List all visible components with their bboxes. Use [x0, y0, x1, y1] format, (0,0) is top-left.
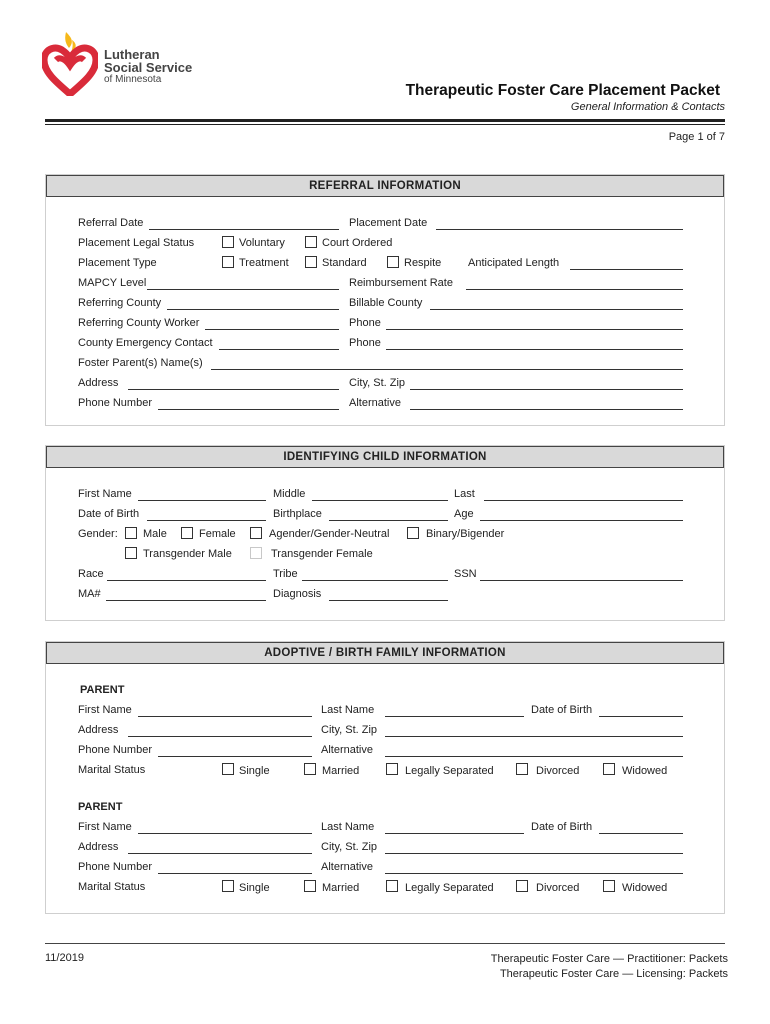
billable-county-label: Billable County [349, 297, 423, 309]
placement-type-label: Placement Type [78, 257, 157, 269]
parent1-first-name-label: First Name [78, 704, 132, 716]
org-name [104, 48, 192, 85]
parent2-separated-checkbox[interactable] [386, 880, 398, 892]
parent2-alternative-label: Alternative [321, 861, 373, 873]
child-dob-label: Date of Birth [78, 508, 140, 520]
county-worker-field[interactable] [205, 329, 339, 330]
parent2-heading: PARENT [78, 801, 123, 813]
respite-checkbox[interactable] [387, 256, 399, 268]
parent1-city-field[interactable] [385, 736, 683, 737]
org-line1: Lutheran [104, 47, 160, 62]
court-ordered-checkbox[interactable] [305, 236, 317, 248]
child-first-name-label: First Name [78, 488, 132, 500]
trans-male-checkbox[interactable] [125, 547, 137, 559]
voluntary-checkbox[interactable] [222, 236, 234, 248]
parent2-address-field[interactable] [128, 853, 312, 854]
placement-date-label: Placement Date [349, 217, 428, 229]
gender-label: Gender: [78, 528, 118, 540]
male-label: Male [143, 528, 167, 540]
ma-field[interactable] [106, 600, 266, 601]
parent2-city-label: City, St. Zip [321, 841, 378, 853]
diagnosis-field[interactable] [329, 600, 448, 601]
parent1-dob-label: Date of Birth [531, 704, 593, 716]
female-checkbox[interactable] [181, 527, 193, 539]
phone-number-field[interactable] [158, 409, 339, 410]
document-title: Therapeutic Foster Care Placement Packet [405, 82, 720, 99]
lss-logo [42, 30, 202, 96]
referral-header: REFERRAL INFORMATION [46, 175, 724, 197]
anticipated-length-field[interactable] [570, 269, 683, 270]
parent1-address-label: Address [78, 724, 119, 736]
parent1-marital-label: Marital Status [78, 764, 146, 776]
race-label: Race [78, 568, 104, 580]
legal-status-label: Placement Legal Status [78, 237, 195, 249]
reimbursement-rate-label: Reimbursement Rate [349, 277, 453, 289]
race-field[interactable] [107, 580, 266, 581]
parent1-alternative-label: Alternative [321, 744, 373, 756]
parent2-first-name-field[interactable] [138, 833, 312, 834]
org-line2: Social Service [104, 60, 193, 75]
child-birthplace-label: Birthplace [273, 508, 322, 520]
child-header: IDENTIFYING CHILD INFORMATION [46, 446, 724, 468]
child-last-label: Last [454, 488, 475, 500]
foster-parents-field[interactable] [211, 369, 683, 370]
parent1-single-label: Single [239, 765, 270, 777]
anticipated-length-label: Anticipated Length [468, 257, 560, 269]
parent2-married-label: Married [322, 882, 360, 894]
ssn-field[interactable] [480, 580, 683, 581]
org-line3: of Minnesota [104, 74, 162, 85]
parent1-last-name-label: Last Name [321, 704, 375, 716]
standard-label: Standard [322, 257, 367, 269]
placement-date-field[interactable] [436, 229, 683, 230]
parent2-city-field[interactable] [385, 853, 683, 854]
agender-label: Agender/Gender-Neutral [269, 528, 390, 540]
parent2-dob-field[interactable] [599, 833, 683, 834]
footer-line1: Therapeutic Foster Care — Practitioner: Packets [490, 953, 728, 965]
trans-male-label: Transgender Male [143, 548, 232, 560]
city-field[interactable] [410, 389, 683, 390]
mapcy-level-field[interactable] [147, 289, 339, 290]
county-worker-label: Referring County Worker [78, 317, 200, 329]
child-dob-field[interactable] [147, 520, 266, 521]
parent2-address-label: Address [78, 841, 119, 853]
parent2-phone-label: Phone Number [78, 861, 152, 873]
ma-label: MA# [78, 588, 101, 600]
parent2-widowed-checkbox[interactable] [603, 880, 615, 892]
child-section [45, 445, 725, 621]
parent1-separated-label: Legally Separated [405, 765, 494, 777]
lss-heart-logo-icon [42, 30, 98, 96]
parent2-married-checkbox[interactable] [304, 880, 316, 892]
parent1-last-name-field[interactable] [385, 716, 524, 717]
parent2-widowed-label: Widowed [622, 882, 668, 894]
parent1-phone-field[interactable] [158, 756, 312, 757]
child-last-field[interactable] [484, 500, 683, 501]
respite-label: Respite [404, 257, 442, 269]
parent2-last-name-label: Last Name [321, 821, 375, 833]
parent2-separated-label: Legally Separated [405, 882, 494, 894]
treatment-checkbox[interactable] [222, 256, 234, 268]
footer-rule [45, 943, 725, 944]
child-middle-label: Middle [273, 488, 306, 500]
document-subtitle: General Information & Contacts [570, 101, 725, 113]
court-ordered-label: Court Ordered [322, 237, 393, 249]
phone2-label: Phone [349, 337, 381, 349]
phone-field[interactable] [386, 329, 683, 330]
address-field[interactable] [128, 389, 339, 390]
child-middle-field[interactable] [312, 500, 448, 501]
parent1-separated-checkbox[interactable] [386, 763, 398, 775]
title-rule-thin [45, 124, 725, 125]
parent1-phone-label: Phone Number [78, 744, 152, 756]
parent2-first-name-label: First Name [78, 821, 132, 833]
ssn-label: SSN [454, 568, 477, 580]
parent2-phone-field[interactable] [158, 873, 312, 874]
parent1-divorced-label: Divorced [536, 765, 580, 777]
parent1-address-field[interactable] [128, 736, 312, 737]
alternative-field[interactable] [410, 409, 683, 410]
tribe-label: Tribe [273, 568, 298, 580]
reimbursement-rate-field[interactable] [466, 289, 683, 290]
parent1-married-checkbox[interactable] [304, 763, 316, 775]
child-birthplace-field[interactable] [329, 520, 448, 521]
parent2-marital-label: Marital Status [78, 881, 146, 893]
parent2-divorced-checkbox[interactable] [516, 880, 528, 892]
parent1-heading: PARENT [80, 684, 125, 696]
phone-number-label: Phone Number [78, 397, 152, 409]
parent2-single-label: Single [239, 882, 270, 894]
child-age-field[interactable] [480, 520, 683, 521]
child-age-label: Age [454, 508, 474, 520]
footer-date: 11/2019 [45, 952, 84, 964]
phone-label: Phone [349, 317, 381, 329]
referral-date-field[interactable] [149, 229, 339, 230]
trans-female-checkbox[interactable] [250, 547, 262, 559]
page-number: Page 1 of 7 [668, 131, 725, 143]
parent2-single-checkbox[interactable] [222, 880, 234, 892]
parent1-married-label: Married [322, 765, 360, 777]
address-label: Address [78, 377, 119, 389]
parent2-last-name-field[interactable] [385, 833, 524, 834]
city-label: City, St. Zip [349, 377, 406, 389]
referring-county-field[interactable] [167, 309, 339, 310]
foster-parents-label: Foster Parent(s) Name(s) [78, 357, 203, 369]
emergency-contact-field[interactable] [219, 349, 339, 350]
alternative-label: Alternative [349, 397, 401, 409]
parent1-single-checkbox[interactable] [222, 763, 234, 775]
title-rule-thick [45, 119, 725, 122]
parent2-divorced-label: Divorced [536, 882, 580, 894]
referral-section [45, 174, 725, 426]
parent2-alternative-field[interactable] [385, 873, 683, 874]
trans-female-label: Transgender Female [271, 548, 373, 560]
male-checkbox[interactable] [125, 527, 137, 539]
binary-checkbox[interactable] [407, 527, 419, 539]
parent1-divorced-checkbox[interactable] [516, 763, 528, 775]
parent1-first-name-field[interactable] [138, 716, 312, 717]
parent1-alternative-field[interactable] [385, 756, 683, 757]
referring-county-label: Referring County [78, 297, 162, 309]
parent1-dob-field[interactable] [599, 716, 683, 717]
treatment-label: Treatment [239, 257, 289, 269]
diagnosis-label: Diagnosis [273, 588, 322, 600]
phone2-field[interactable] [386, 349, 683, 350]
referral-date-label: Referral Date [78, 217, 144, 229]
footer-line2: Therapeutic Foster Care — Licensing: Packets [499, 968, 728, 980]
voluntary-label: Voluntary [239, 237, 285, 249]
binary-label: Binary/Bigender [426, 528, 505, 540]
emergency-contact-label: County Emergency Contact [78, 337, 213, 349]
parent1-city-label: City, St. Zip [321, 724, 378, 736]
female-label: Female [199, 528, 236, 540]
mapcy-level-label: MAPCY Level [78, 277, 147, 289]
parent1-widowed-checkbox[interactable] [603, 763, 615, 775]
agender-checkbox[interactable] [250, 527, 262, 539]
child-first-name-field[interactable] [138, 500, 266, 501]
family-header: ADOPTIVE / BIRTH FAMILY INFORMATION [46, 642, 724, 664]
footer-references [491, 952, 728, 982]
standard-checkbox[interactable] [305, 256, 317, 268]
tribe-field[interactable] [302, 580, 448, 581]
parent2-dob-label: Date of Birth [531, 821, 593, 833]
parent1-widowed-label: Widowed [622, 765, 668, 777]
family-section [45, 641, 725, 914]
billable-county-field[interactable] [430, 309, 683, 310]
